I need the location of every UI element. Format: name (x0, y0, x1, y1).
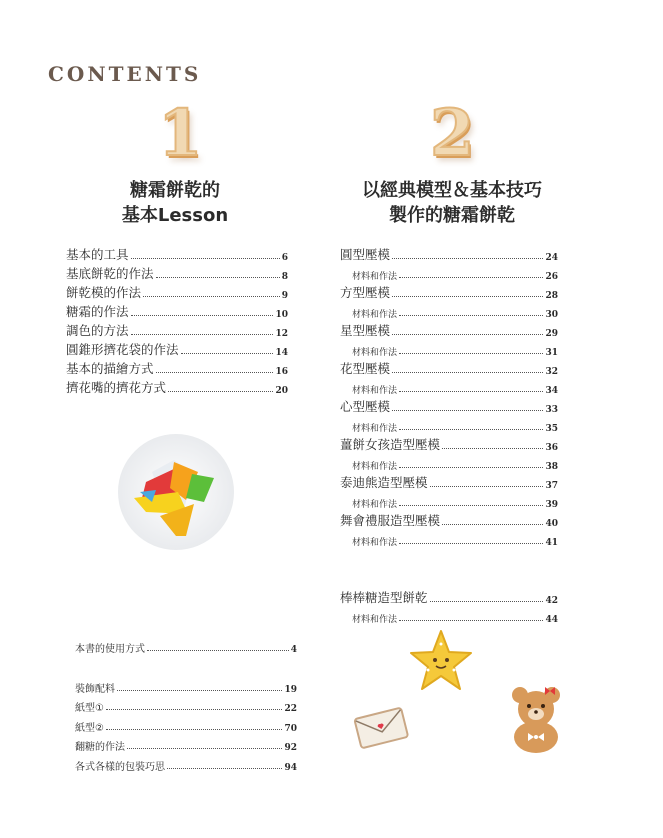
dot-leader (399, 620, 543, 621)
toc-entry[interactable] (340, 244, 558, 263)
toc-entry[interactable] (75, 675, 297, 695)
toc-entry-page: 92 (284, 743, 297, 753)
toc-entry-page: 36 (545, 443, 558, 453)
toc-entry-title: 裝飾配料 (75, 683, 115, 695)
toc-entry-page: 33 (545, 405, 558, 415)
toc-entry-title: 糖霜的作法 (66, 304, 129, 319)
toc-entry[interactable] (66, 320, 288, 339)
toc-entry-title: 材料和作法 (352, 615, 398, 625)
toc-entry[interactable] (66, 263, 288, 282)
chapter-1-title-line1: 糖霜餅乾的 (130, 180, 220, 201)
dot-leader (430, 486, 544, 487)
dot-leader (399, 467, 543, 468)
toc-entry-page: 29 (545, 329, 558, 339)
dot-leader (147, 650, 289, 651)
toc-entry[interactable] (66, 244, 288, 263)
toc-entry-title: 舞會禮服造型壓模 (340, 513, 441, 528)
toc-subentry[interactable] (340, 529, 558, 548)
toc-entry-title: 餅乾模的作法 (66, 285, 142, 300)
toc-entry-title: 圓型壓模 (340, 247, 391, 262)
star-cookie-photo (408, 628, 474, 694)
dot-leader (131, 315, 274, 316)
dot-leader (156, 372, 274, 373)
chapter-2-number: 2 (430, 96, 475, 171)
envelope-cookie-photo (352, 704, 410, 750)
chapter-1-number: 1 (158, 96, 203, 171)
toc-entry-title: 棒棒糖造型餅乾 (340, 590, 428, 605)
toc-entry[interactable] (340, 320, 558, 339)
toc-entry[interactable] (75, 734, 297, 754)
toc-entry-title: 擠花嘴的擠花方式 (66, 380, 167, 395)
toc-entry-title: 材料和作法 (352, 272, 398, 282)
toc-entry-page: 30 (545, 310, 558, 320)
toc-entry-page: 8 (281, 272, 288, 282)
toc-subentry[interactable] (340, 377, 558, 396)
dot-leader (399, 353, 543, 354)
toc-entry[interactable] (66, 282, 288, 301)
dot-leader (392, 296, 543, 297)
toc-entry[interactable] (75, 714, 297, 734)
dot-leader (131, 334, 274, 335)
toc-entry-page: 10 (275, 310, 288, 320)
piping-bag-photo (116, 432, 236, 552)
dot-leader (106, 709, 283, 710)
toc-entry-title: 翻糖的作法 (75, 742, 125, 753)
toc-entry-page: 20 (275, 386, 288, 396)
toc-entry-title: 泰迪熊造型壓模 (340, 475, 428, 490)
toc-entry[interactable] (75, 753, 297, 773)
toc-entry[interactable] (75, 695, 297, 715)
toc-entry[interactable] (66, 301, 288, 320)
toc-entry-page: 34 (545, 386, 558, 396)
toc-entry-title: 方型壓模 (340, 285, 391, 300)
toc-entry-page: 14 (275, 348, 288, 358)
toc-subentry[interactable] (340, 263, 558, 282)
chapter-1-title (70, 178, 280, 228)
toc-entry-title: 基本的工具 (66, 247, 129, 262)
toc-entry-page: 19 (284, 684, 297, 695)
toc-entry-title: 材料和作法 (352, 538, 398, 548)
dot-leader (392, 372, 543, 373)
toc-entry-page: 4 (290, 645, 297, 655)
toc-entry-title: 紙型① (75, 703, 104, 714)
toc-entry-page: 26 (545, 272, 558, 282)
dot-leader (156, 277, 280, 278)
toc-entry[interactable] (75, 637, 297, 655)
toc-entry-page: 24 (545, 253, 558, 263)
toc-entry-title: 紙型② (75, 722, 104, 734)
toc-entry[interactable] (340, 510, 558, 529)
toc-subentry[interactable] (340, 491, 558, 510)
toc-entry-page: 12 (275, 329, 288, 339)
dot-leader (117, 690, 282, 691)
toc-entry-title: 材料和作法 (352, 310, 398, 320)
toc-entry-page: 44 (545, 615, 558, 625)
dot-leader (127, 748, 282, 749)
dot-leader (399, 505, 543, 506)
toc-entry-page: 41 (545, 538, 558, 548)
toc-entry-page: 42 (545, 596, 558, 606)
toc-entry-title: 星型壓模 (340, 323, 391, 338)
toc-entry-page: 70 (284, 723, 297, 734)
toc-entry[interactable] (340, 434, 558, 453)
toc-entry[interactable] (66, 377, 288, 396)
dot-leader (399, 391, 543, 392)
toc-subentry[interactable] (340, 415, 558, 434)
contents-heading: CONTENTS (48, 62, 202, 86)
dot-leader (168, 391, 273, 392)
toc-entry-page: 38 (545, 462, 558, 472)
chapter-1-toc (66, 244, 288, 396)
chapter-1-title-line2: 基本Lesson (121, 205, 229, 226)
toc-entry-page: 28 (545, 291, 558, 301)
toc-entry-page: 35 (545, 424, 558, 434)
appendix-toc (75, 675, 297, 773)
dot-leader (399, 277, 543, 278)
toc-entry-page: 6 (281, 253, 288, 263)
chapter-2-title-line2: 製作的糖霜餅乾 (389, 205, 515, 226)
toc-entry-title: 各式各樣的包裝巧思 (75, 761, 165, 773)
dot-leader (392, 258, 543, 259)
toc-entry-title: 本書的使用方式 (75, 644, 145, 655)
toc-entry[interactable] (340, 396, 558, 415)
toc-entry[interactable] (340, 472, 558, 491)
dot-leader (143, 296, 280, 297)
toc-subentry[interactable] (340, 301, 558, 320)
dot-leader (167, 768, 282, 769)
toc-entry-page: 9 (281, 291, 288, 301)
toc-subentry[interactable] (340, 339, 558, 358)
toc-entry-title: 調色的方法 (66, 323, 129, 338)
toc-entry-title: 薑餅女孩造型壓模 (340, 437, 441, 452)
teddy-bear-cookie-photo (504, 685, 568, 755)
chapter-2-title (322, 178, 582, 228)
toc-entry-title: 材料和作法 (352, 500, 398, 510)
toc-entry-page: 37 (545, 481, 558, 491)
toc-entry-page: 39 (545, 500, 558, 510)
lollipop-toc (340, 587, 558, 625)
dot-leader (181, 353, 274, 354)
intro-toc (75, 637, 297, 655)
toc-entry-page: 22 (284, 704, 297, 714)
dot-leader (106, 729, 283, 730)
dot-leader (442, 448, 543, 449)
toc-entry-title: 花型壓模 (340, 361, 391, 376)
toc-entry[interactable] (340, 282, 558, 301)
toc-entry-title: 基底餅乾的作法 (66, 266, 154, 281)
toc-entry-page: 40 (545, 519, 558, 529)
toc-entry-page: 94 (284, 762, 297, 773)
toc-entry[interactable] (66, 339, 288, 358)
toc-entry-page: 32 (545, 367, 558, 377)
toc-entry[interactable] (66, 358, 288, 377)
chapter-2-title-line1: 以經典模型＆基本技巧 (362, 180, 542, 201)
dot-leader (392, 410, 543, 411)
toc-entry[interactable] (340, 358, 558, 377)
toc-entry-title: 材料和作法 (352, 348, 398, 358)
toc-entry-title: 圓錐形擠花袋的作法 (66, 342, 179, 357)
dot-leader (430, 601, 544, 602)
toc-entry-title: 心型壓模 (340, 399, 391, 414)
dot-leader (131, 258, 280, 259)
toc-entry-title: 材料和作法 (352, 424, 398, 434)
toc-entry-page: 31 (545, 348, 558, 358)
dot-leader (399, 315, 543, 316)
chapter-2-toc (340, 244, 558, 548)
toc-entry-title: 材料和作法 (352, 462, 398, 472)
toc-subentry[interactable] (340, 606, 558, 625)
toc-entry-page: 16 (275, 367, 288, 377)
dot-leader (392, 334, 543, 335)
toc-entry-title: 基本的描繪方式 (66, 361, 154, 376)
dot-leader (399, 429, 543, 430)
dot-leader (399, 543, 543, 544)
toc-entry[interactable] (340, 587, 558, 606)
toc-entry-title: 材料和作法 (352, 386, 398, 396)
toc-subentry[interactable] (340, 453, 558, 472)
dot-leader (442, 524, 543, 525)
